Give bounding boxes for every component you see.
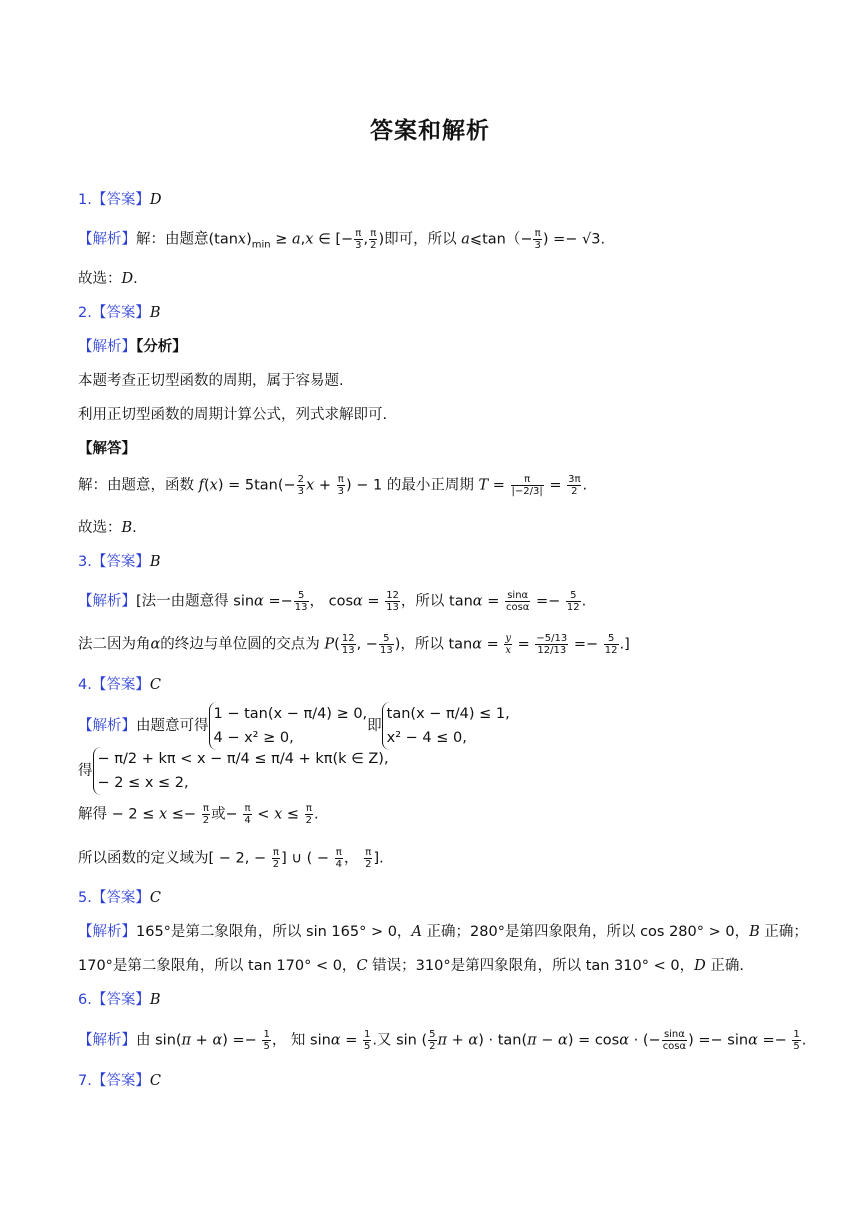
q6-answer: B [149,992,161,1008]
q5-number: 5. [78,890,92,906]
q4-analysis-line-2: 得 − π/2 + kπ < x − π/4 ≤ π/4 + kπ(k ∈ Z), − 2 ≤ x ≤ 2, [78,747,389,795]
q3-analysis-line-2: 法二因为角α的终边与单位圆的交点为 P( $\frac{12}{13}$ , − $\frac{5}{13}$ )，所以 tanα = $\frac{y}{x}$ = $\frac{-5/13}{12/13}$ =− $\frac{5}{12}$ .] [78,633,630,656]
q2-analysis-line: 【解析】【分析】 [78,339,187,355]
q4-number: 4. [78,677,92,693]
q5-answer: C [149,890,161,906]
equation-system: − π/2 + kπ < x − π/4 ≤ π/4 + kπ(k ∈ Z), − 2 ≤ x ≤ 2, [93,747,389,795]
q3-answer: B [149,554,161,570]
answer-label: 【答案】 [91,192,150,208]
page-title: 答案和解析 [370,118,490,144]
q2-answer: B [149,305,161,321]
q1-number: 1. [78,192,92,208]
q3-analysis-line-1: 【解析】[法一由题意得 sinα =− $\frac{5}{13}$ ， cosα = $\frac{12}{13}$ ，所以 tanα = $\frac{\sin\alpha}{\cos\alpha}$ =− $\frac{5}{12}$ . [78,590,587,613]
equation-system: tan(x − π/4) ≤ 1, x² − 4 ≤ 0, [382,702,510,750]
q4-answer: C [149,677,161,693]
q5-analysis-line-2: 170°是第二象限角，所以 tan 170° < 0，C 错误；310°是第四象限角，所以 tan 310° < 0，D 正确. [78,958,744,974]
q5-answer-line: 5.【答案】C [78,890,161,906]
equation-system: 1 − tan(x − π/4) ≥ 0, 4 − x² ≥ 0, [209,702,368,750]
q2-solution-line: 解：由题意，函数 f(x) = 5tan(− $\frac{2}{3}$ x + $\frac{\pi}{3}$ ) − 1 的最小正周期 T = $\frac{\pi}{|-2/3|}$ = $\frac{3\pi}{2}$ . [78,474,588,497]
q1-answer: D [149,192,162,208]
q4-analysis-line-4: 所以函数的定义域为[ − 2, − $\frac{\pi}{2}$ ] ∪ ( − $\frac{\pi}{4}$ ， $\frac{\pi}{2}$ ]. [78,847,384,870]
fraction: $\frac{\pi}{2}$ [370,228,377,251]
q2-choose-line: 故选：B. [78,520,137,536]
fraction: $\frac{\pi}{3}$ [355,228,362,251]
q6-answer-line: 6.【答案】B [78,992,161,1008]
q2-number: 2. [78,305,92,321]
analysis-label: 【解析】 [78,231,136,248]
q2-jieda-line: 【解答】 [78,441,136,457]
q3-answer-line: 3.【答案】B [78,554,161,570]
q4-analysis-line-3: 解得 − 2 ≤ x ≤− $\frac{\pi}{2}$ 或− $\frac{\pi}{4}$ < x ≤ $\frac{\pi}{2}$ . [78,803,319,826]
fraction: $\frac{\pi}{3}$ [534,228,541,251]
q2-text-line-1: 本题考查正切型函数的周期，属于容易题. [78,373,344,389]
q7-answer-line: 7.【答案】C [78,1073,161,1089]
q1-answer-line [78,189,161,211]
q6-analysis-line: 【解析】由 sin(π + α) =− $\frac{1}{5}$ ， 知 sinα = $\frac{1}{5}$ .又 sin ( $\frac{5}{2}$ π + α) · tan(π − α) = cosα · (− $\frac{\sin\alpha}{\cos\alpha}$ ) =− sinα =− $\frac{1}{5}$ . [78,1029,807,1052]
q6-number: 6. [78,992,92,1008]
q1-analysis-line: 【解析】解：由题意$(\tan x)_{min} \ge a,x$ ∈ [− $\frac{\pi}{3}$ , $\frac{\pi}{2}$ )即可，所以 a⩽tan（− $\frac{\pi}{3}$ ) =− √3. [78,228,606,251]
q2-text-line-2: 利用正切型函数的周期计算公式，列式求解即可. [78,407,388,423]
q7-number: 7. [78,1073,92,1089]
q5-analysis-line-1: 【解析】165°是第二象限角，所以 sin 165° > 0，A 正确；280°是第四象限角，所以 cos 280° > 0，B 正确； [78,924,808,940]
q4-analysis-line-1: 【解析】由题意可得 1 − tan(x − π/4) ≥ 0, 4 − x² ≥ 0, 即 tan(x − π/4) ≤ 1, x² − 4 ≤ 0, [78,702,510,750]
q7-answer: C [149,1073,161,1089]
q3-number: 3. [78,554,92,570]
q4-answer-line: 4.【答案】C [78,677,161,693]
q1-choose-line: 故选：D. [78,271,138,287]
q2-answer-line: 2.【答案】B [78,305,161,321]
